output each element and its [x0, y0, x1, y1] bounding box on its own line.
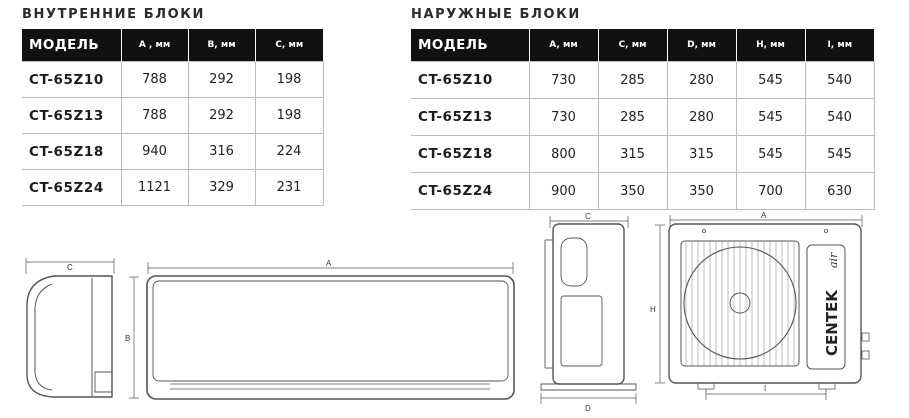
value-cell: 788 — [121, 62, 188, 98]
value-cell: 630 — [805, 173, 874, 210]
value-cell: 540 — [805, 99, 874, 136]
dimension-label-d: D — [585, 404, 591, 413]
value-cell: 940 — [121, 134, 188, 170]
column-header-c: C, мм — [598, 29, 667, 62]
brand-logo-text: CENTEK — [823, 290, 841, 356]
value-cell: 540 — [805, 62, 874, 99]
value-cell: 730 — [529, 99, 598, 136]
value-cell: 700 — [736, 173, 805, 210]
value-cell: 292 — [188, 98, 255, 134]
value-cell: 350 — [667, 173, 736, 210]
value-cell: 800 — [529, 136, 598, 173]
value-cell: 315 — [667, 136, 736, 173]
value-cell: 280 — [667, 62, 736, 99]
brand-logo-script: air — [827, 252, 840, 268]
column-header-b: B, мм — [188, 29, 255, 62]
indoor-side-view — [26, 258, 114, 397]
value-cell: 545 — [736, 99, 805, 136]
indoor-front-view — [125, 259, 514, 399]
value-cell: 198 — [255, 98, 323, 134]
column-header-h: H, мм — [736, 29, 805, 62]
value-cell: 198 — [255, 62, 323, 98]
model-cell: CT-65Z18 — [411, 136, 529, 173]
value-cell: 285 — [598, 99, 667, 136]
value-cell: 224 — [255, 134, 323, 170]
model-cell: CT-65Z24 — [411, 173, 529, 210]
model-cell: CT-65Z10 — [22, 62, 121, 98]
dimension-label-a: A — [761, 211, 767, 220]
value-cell: 730 — [529, 62, 598, 99]
model-cell: CT-65Z10 — [411, 62, 529, 99]
value-cell: 231 — [255, 170, 323, 206]
column-header-d: D, мм — [667, 29, 736, 62]
value-cell: 1121 — [121, 170, 188, 206]
dimension-label-i: I — [764, 384, 767, 393]
value-cell: 545 — [736, 62, 805, 99]
outdoor-side-view — [541, 212, 636, 413]
value-cell: 285 — [598, 62, 667, 99]
column-header-a: A, мм — [529, 29, 598, 62]
column-header-c: C, мм — [255, 29, 323, 62]
column-header-i: I, мм — [805, 29, 874, 62]
model-cell: CT-65Z18 — [22, 134, 121, 170]
column-header-model: МОДЕЛЬ — [411, 29, 529, 62]
value-cell: 350 — [598, 173, 667, 210]
dimension-label-c: C — [585, 212, 591, 221]
value-cell: 316 — [188, 134, 255, 170]
outdoor-front-view — [650, 211, 869, 400]
dimension-label-b: B — [125, 334, 131, 343]
value-cell: 292 — [188, 62, 255, 98]
value-cell: 788 — [121, 98, 188, 134]
value-cell: 545 — [736, 136, 805, 173]
value-cell: 280 — [667, 99, 736, 136]
outdoor-section-title: НАРУЖНЫЕ БЛОКИ — [411, 7, 581, 22]
value-cell: 315 — [598, 136, 667, 173]
value-cell: 900 — [529, 173, 598, 210]
dimension-label-a: A — [326, 259, 332, 268]
model-cell: CT-65Z13 — [411, 99, 529, 136]
indoor-section-title: ВНУТРЕННИЕ БЛОКИ — [22, 7, 205, 22]
model-cell: CT-65Z24 — [22, 170, 121, 206]
dimension-label-c: C — [67, 263, 73, 272]
value-cell: 329 — [188, 170, 255, 206]
model-cell: CT-65Z13 — [22, 98, 121, 134]
value-cell: 545 — [805, 136, 874, 173]
column-header-a: A , мм — [121, 29, 188, 62]
dimension-label-h: H — [650, 305, 656, 314]
column-header-model: МОДЕЛЬ — [22, 29, 121, 62]
